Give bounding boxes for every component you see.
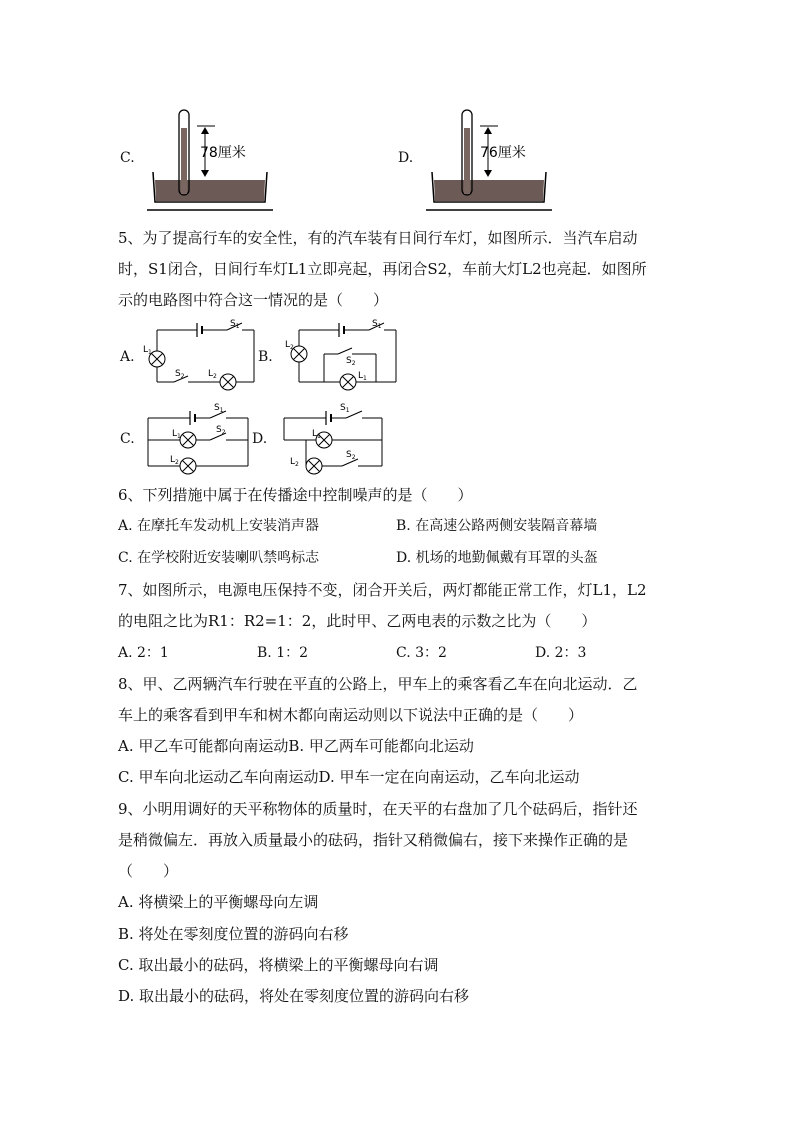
q5-c-s2-label: S: [216, 425, 222, 435]
svg-text:L2: [290, 457, 299, 468]
q9-option-d: D. 取出最小的砝码，将处在零刻度位置的游码向右移: [118, 987, 470, 1005]
q5-b-s2-sub: 2: [351, 360, 356, 367]
q5-option-d-label: D.: [252, 431, 268, 447]
q7-option-d: D. 2：3: [535, 645, 587, 661]
q5-circuit-b: [284, 318, 402, 394]
q5-circuit-c: [142, 400, 260, 476]
q6-option-d: D. 机场的地勤佩戴有耳罩的头盔: [396, 550, 598, 566]
q5-a-s-label: S: [230, 319, 236, 329]
q9-option-c: C. 取出最小的砝码，将横梁上的平衡螺母向右调: [118, 956, 439, 974]
q6-option-a: A. 在摩托车发动机上安装消声器: [118, 518, 320, 534]
svg-text:S2: [175, 369, 185, 380]
q5-a-s-sub: 1: [235, 323, 240, 330]
q5-stem-line-2: 时，S1闭合，日间行车灯L1立即亮起，再闭合S2，车前大灯L2也亮起．如图所: [118, 260, 647, 278]
q5-d-l-label: L: [312, 429, 318, 439]
q9-option-b: B. 将处在零刻度位置的游码向右移: [118, 925, 349, 943]
q5-a-s2-label: S: [175, 369, 181, 379]
q5-d-l2-label: L: [290, 457, 296, 467]
q5-c-s2-sub: 2: [221, 429, 226, 436]
svg-text:S1: [372, 319, 382, 330]
svg-text:S2: [346, 356, 356, 367]
q5-b-l-sub: 2: [290, 344, 294, 351]
q5-b-s-sub: 1: [377, 323, 382, 330]
q8-stem-line-2: 车上的乘客看到甲车和树木都向南运动则以下说法中正确的是（ ）: [118, 706, 584, 724]
q4-option-d-figure: [424, 102, 554, 214]
svg-text:L1: [143, 345, 152, 356]
q5-a-s2-sub: 2: [180, 373, 185, 380]
q5-b-l1-label: L: [358, 371, 364, 381]
q7-stem-line-1: 7、如图所示，电源电压保持不变，闭合开关后，两灯都能正常工作，灯L1，L2: [118, 581, 647, 599]
q4-option-d-label: D.: [398, 150, 414, 166]
q6-option-b: B. 在高速公路两侧安装隔音幕墙: [396, 518, 598, 534]
q8-stem-line-1: 8、甲、乙两辆汽车行驶在平直的公路上，甲车上的乘客看乙车在向北运动．乙: [118, 675, 638, 693]
q5-a-l-label: L: [143, 345, 149, 355]
q5-d-l2-sub: 2: [295, 461, 299, 468]
q4-c-height-label: 78厘米: [200, 145, 246, 161]
q5-d-s2-label: S: [346, 450, 352, 460]
q5-d-s-label: S: [340, 403, 346, 413]
q5-d-s2-sub: 2: [351, 454, 356, 461]
q8-options-c-d: C. 甲车向北运动乙车向南运动D. 甲车一定在向南运动，乙车向北运动: [118, 768, 580, 786]
q7-option-c: C. 3：2: [396, 645, 447, 661]
q6-option-c: C. 在学校附近安装喇叭禁鸣标志: [118, 550, 320, 566]
q8-options-a-b: A. 甲乙车可能都向南运动B. 甲乙两车可能都向北运动: [118, 737, 474, 755]
svg-text:L1: [358, 371, 367, 382]
q5-b-s2-label: S: [346, 356, 352, 366]
svg-text:L2: [208, 369, 217, 380]
q7-stem-line-2: 的电阻之比为R1：R2=1：2，此时甲、乙两电表的示数之比为（ ）: [118, 612, 597, 630]
q5-b-l1-sub: 1: [363, 375, 367, 382]
svg-text:L2: [170, 455, 179, 466]
q9-option-a: A. 将横梁上的平衡螺母向左调: [118, 893, 319, 911]
q4-d-height-label: 76厘米: [480, 145, 526, 161]
svg-text:L1: [312, 429, 321, 440]
q5-option-a-label: A.: [120, 349, 135, 365]
q5-c-s-sub: 1: [219, 407, 224, 414]
q5-stem-line-3: 示的电路图中符合这一情况的是（ ）: [118, 291, 389, 309]
q9-stem-line-1: 9、小明用调好的天平称物体的质量时，在天平的右盘加了几个砝码后，指针还: [118, 800, 638, 818]
q9-stem-line-3: （ ）: [118, 862, 179, 880]
q4-option-c-label: C.: [120, 150, 135, 166]
q7-option-b: B. 1：2: [257, 645, 309, 661]
svg-text:S2: [216, 425, 226, 436]
q7-option-a: A. 2：1: [118, 645, 169, 661]
q5-c-l-sub: 1: [177, 433, 181, 440]
q5-a-l2-sub: 2: [213, 373, 217, 380]
q5-b-l-label: L: [285, 340, 291, 350]
q5-a-l2-label: L: [208, 369, 214, 379]
q5-d-s-sub: 1: [345, 407, 350, 414]
q9-stem-line-2: 是稍微偏左．再放入质量最小的砝码，指针又稍微偏右，接下来操作正确的是: [118, 831, 629, 849]
q5-a-l-sub: 1: [148, 349, 152, 356]
q5-c-s-label: S: [214, 403, 220, 413]
q5-c-l-label: L: [172, 429, 178, 439]
q5-stem-line-1: 5、为了提高行车的安全性，有的汽车装有日间行车灯，如图所示．当汽车启动: [118, 229, 638, 247]
svg-text:S1: [340, 403, 350, 414]
q6-stem: 6、下列措施中属于在传播途中控制噪声的是（ ）: [118, 486, 473, 504]
svg-text:S1: [214, 403, 224, 414]
q5-circuit-d: [276, 400, 394, 476]
q5-c-l2-sub: 2: [175, 459, 179, 466]
q4-option-c-figure: [145, 102, 275, 214]
q5-circuit-a: [142, 318, 260, 394]
svg-text:L2: [285, 340, 294, 351]
svg-text:S1: [230, 319, 240, 330]
q5-option-c-label: C.: [120, 431, 135, 447]
q5-c-l2-label: L: [170, 455, 176, 465]
q5-d-l-sub: 1: [317, 433, 321, 440]
q5-option-b-label: B.: [258, 349, 273, 365]
svg-text:S2: [346, 450, 356, 461]
svg-text:L1: [172, 429, 181, 440]
q5-b-s-label: S: [372, 319, 378, 329]
